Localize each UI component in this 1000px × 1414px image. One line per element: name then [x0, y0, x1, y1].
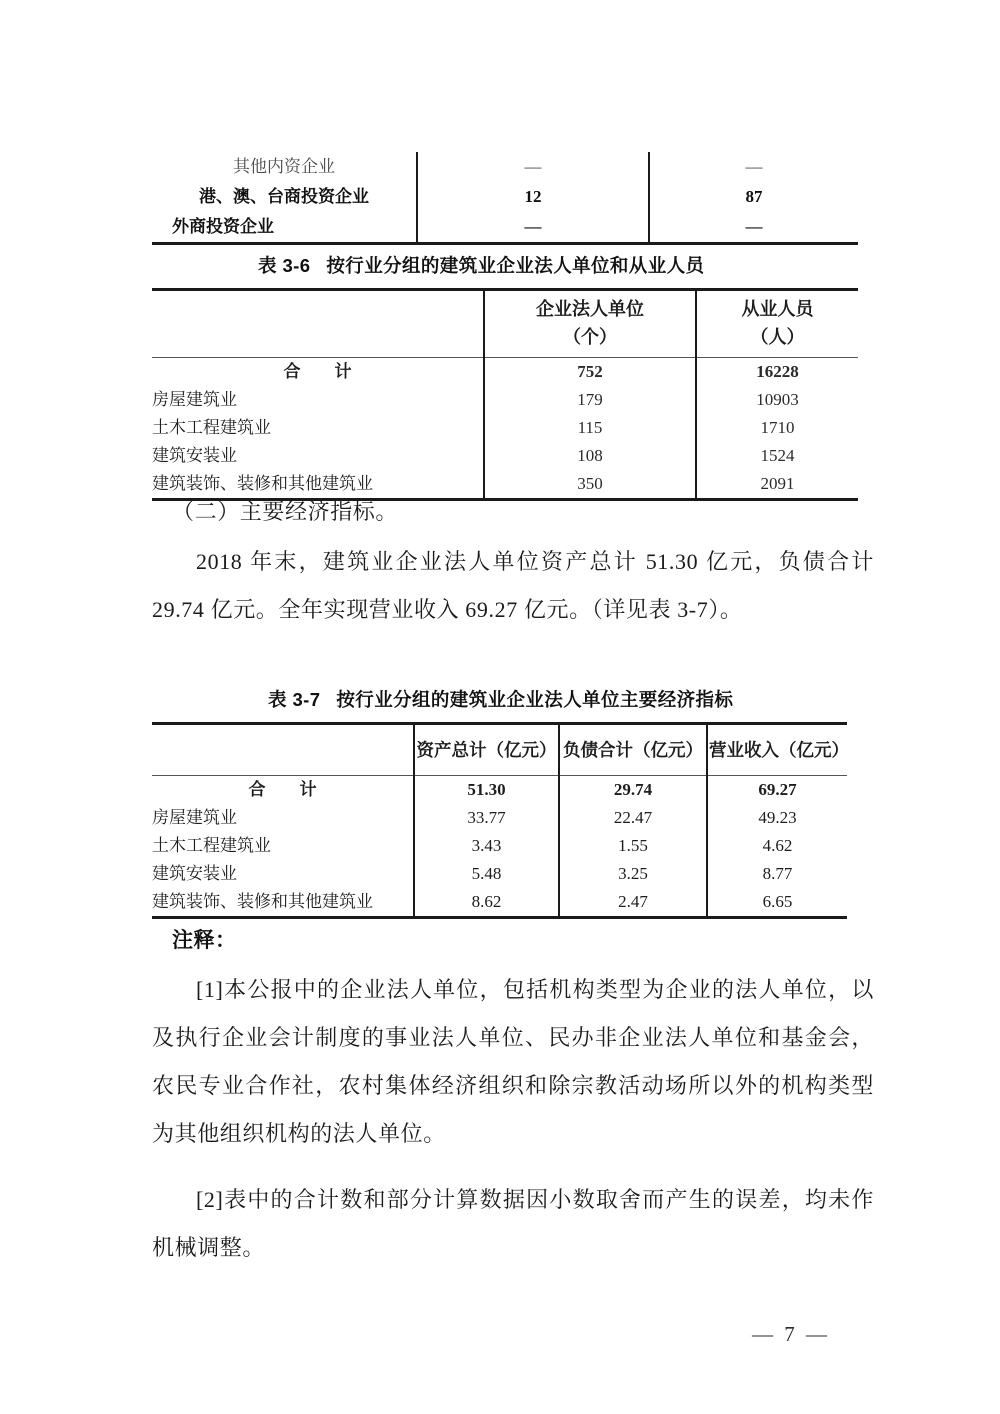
table-3-6-header-units	[484, 290, 696, 358]
table-3-7-row-label: 房屋建筑业	[152, 808, 237, 827]
fragment-row-units: —	[417, 152, 649, 182]
table-3-7-row-liabilities: 3.25	[559, 860, 707, 888]
table-3-6-row-employees: 16228	[696, 358, 858, 387]
table-3-6-header-blank	[152, 290, 484, 358]
table-3-7-row-liabilities: 29.74	[559, 776, 707, 805]
fragment-row-employees: 87	[649, 182, 858, 212]
table-3-7-row-assets: 51.30	[414, 776, 559, 805]
table-3-6-header-row	[152, 290, 858, 358]
table-3-6-row-employees: 10903	[696, 386, 858, 414]
section-paragraph	[152, 538, 874, 634]
table-3-6	[152, 288, 858, 501]
table-3-6-header-units-unit: （个）	[563, 327, 617, 347]
fragment-row-units: —	[417, 212, 649, 244]
table-row	[152, 414, 858, 442]
table-row	[152, 776, 847, 805]
section-heading: （二）主要经济指标。	[172, 499, 399, 524]
table-3-7-caption	[268, 686, 733, 712]
table-3-7-row-label: 建筑安装业	[152, 864, 237, 883]
fragment-row-label: 外商投资企业	[172, 217, 274, 236]
note-item-1	[152, 966, 874, 1158]
table-3-7-row-label: 土木工程建筑业	[152, 836, 271, 855]
fragment-row-label: 港、澳、台商投资企业	[199, 187, 369, 206]
table-3-6-header-employees-main: 从业人员	[741, 299, 814, 319]
table-3-7-header-revenue: 营业收入（亿元）	[707, 724, 847, 776]
table-3-7-row-assets: 3.43	[414, 832, 559, 860]
fragment-row-label: 其他内资企业	[233, 157, 335, 176]
table-row	[152, 832, 847, 860]
table-3-6-header-units-main: 企业法人单位	[536, 299, 644, 319]
table-3-7-row-liabilities: 2.47	[559, 888, 707, 918]
table-fragment-previous	[152, 152, 858, 245]
table-3-7-header-assets: 资产总计（亿元）	[414, 724, 559, 776]
table-3-7-row-revenue: 4.62	[707, 832, 847, 860]
table-row	[152, 182, 858, 212]
table-3-7-row-assets: 33.77	[414, 804, 559, 832]
fragment-row-units: 12	[417, 182, 649, 212]
fragment-row-employees: —	[649, 152, 858, 182]
table-3-7-row-revenue: 8.77	[707, 860, 847, 888]
table-row	[152, 860, 847, 888]
table-3-7-header-row	[152, 724, 847, 776]
table-3-7-caption-number: 表 3-7	[268, 689, 321, 710]
table-3-6-row-employees: 1524	[696, 442, 858, 470]
table-3-6-caption-text: 按行业分组的建筑业企业法人单位和从业人员	[326, 255, 705, 276]
table-3-6-caption	[258, 252, 704, 278]
page-number: — 7 —	[752, 1322, 830, 1346]
table-3-7-row-label: 合 计	[248, 780, 317, 799]
table-3-6-header-employees-unit: （人）	[750, 327, 805, 347]
table-3-7-row-assets: 8.62	[414, 888, 559, 918]
table-3-6-row-units: 350	[484, 470, 696, 500]
table-3-7-row-label: 建筑装饰、装修和其他建筑业	[152, 892, 373, 911]
notes-heading: 注释：	[172, 929, 237, 952]
table-3-6-row-label: 土木工程建筑业	[152, 418, 271, 437]
table-3-7-row-revenue: 69.27	[707, 776, 847, 805]
table-3-7-row-liabilities: 1.55	[559, 832, 707, 860]
note-item-1-text: [1]本公报中的企业法人单位，包括机构类型为企业的法人单位，以及执行企业会计制度的事业法人单位、民办非企业法人单位和基金会，农民专业合作社，农村集体经济组织和除宗教活动场所以外的机构类型为其他组织机构的法人单位。	[152, 977, 874, 1146]
table-3-6-caption-number: 表 3-6	[258, 255, 311, 276]
fragment-row-employees: —	[649, 212, 858, 244]
table-3-6-row-label: 房屋建筑业	[152, 390, 237, 409]
table-3-7-row-revenue: 6.65	[707, 888, 847, 918]
table-3-7-row-revenue: 49.23	[707, 804, 847, 832]
table-3-6-row-units: 108	[484, 442, 696, 470]
table-3-7-header-liabilities: 负债合计（亿元）	[559, 724, 707, 776]
table-3-6-header-employees	[696, 290, 858, 358]
table-row	[152, 212, 858, 244]
table-3-7-row-liabilities: 22.47	[559, 804, 707, 832]
table-3-7-header-blank	[152, 724, 414, 776]
table-row	[152, 358, 858, 387]
table-3-6-row-units: 752	[484, 358, 696, 387]
table-3-7-caption-text: 按行业分组的建筑业企业法人单位主要经济指标	[336, 689, 734, 710]
table-3-6-row-employees: 2091	[696, 470, 858, 500]
table-3-6-row-employees: 1710	[696, 414, 858, 442]
note-item-2-text: [2]表中的合计数和部分计算数据因小数取舍而产生的误差，均未作机械调整。	[152, 1187, 874, 1260]
table-row	[152, 804, 847, 832]
table-3-7	[152, 722, 847, 919]
table-3-6-row-units: 115	[484, 414, 696, 442]
table-row	[152, 152, 858, 182]
table-3-6-row-label: 建筑安装业	[152, 446, 237, 465]
table-3-6-row-units: 179	[484, 386, 696, 414]
note-item-2	[152, 1176, 874, 1272]
table-3-7-row-assets: 5.48	[414, 860, 559, 888]
table-row	[152, 888, 847, 918]
section-paragraph-text: 2018 年末，建筑业企业法人单位资产总计 51.30 亿元，负债合计 29.74 亿元。全年实现营业收入 69.27 亿元。（详见表 3-7）。	[152, 549, 874, 622]
table-3-6-row-label: 合 计	[283, 362, 352, 381]
table-3-6-row-label: 建筑装饰、装修和其他建筑业	[152, 474, 373, 493]
table-row	[152, 386, 858, 414]
table-row	[152, 442, 858, 470]
